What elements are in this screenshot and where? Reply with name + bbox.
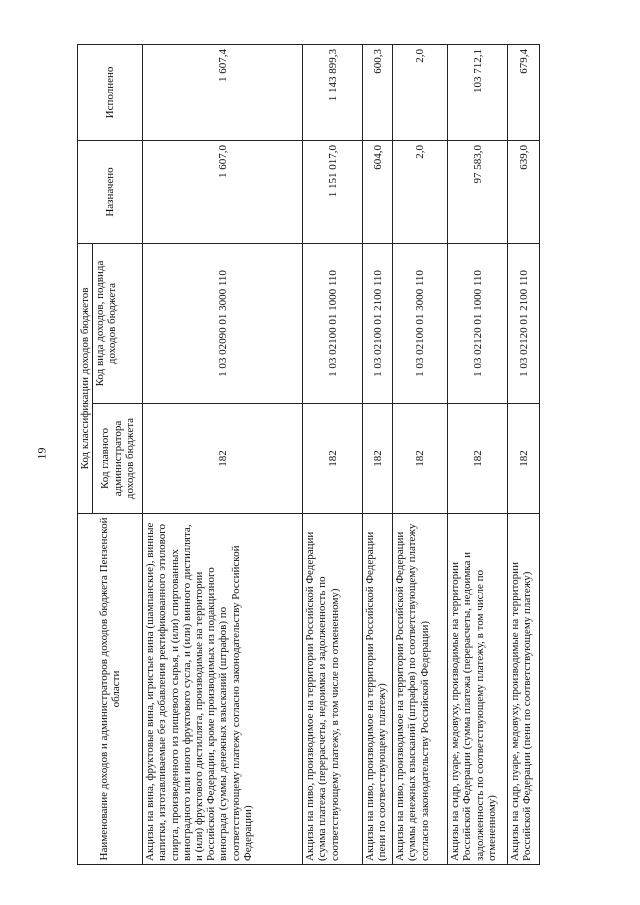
table-row bbox=[393, 45, 448, 865]
row-assigned: 2,0 bbox=[393, 141, 448, 244]
row-executed: 1 143 899,3 bbox=[303, 45, 363, 141]
header-admin-code: Код главного администратора доходов бюджета bbox=[93, 404, 143, 514]
row-admin-code: 182 bbox=[508, 404, 540, 514]
row-name: Акцизы на пиво, производимое на территории Российской Федерации (сумма платежа (перерасчеты, недоимка и задолженность по соответствующему платежу, в том числе по отмененному) bbox=[303, 514, 363, 865]
row-income-code: 1 03 02120 01 2100 110 bbox=[508, 244, 540, 404]
row-admin-code: 182 bbox=[143, 404, 303, 514]
page-number: 19 bbox=[34, 447, 49, 460]
row-income-code: 1 03 02090 01 3000 110 bbox=[143, 244, 303, 404]
table-row bbox=[363, 45, 393, 865]
table-row bbox=[143, 45, 303, 865]
header-income-code: Код вида доходов, подвида доходов бюджета bbox=[93, 244, 143, 404]
row-admin-code: 182 bbox=[363, 404, 393, 514]
row-income-code: 1 03 02100 01 2100 110 bbox=[363, 244, 393, 404]
table-row bbox=[448, 45, 508, 865]
row-income-code: 1 03 02120 01 1000 110 bbox=[448, 244, 508, 404]
row-executed: 103 712,1 bbox=[448, 45, 508, 141]
row-executed: 1 607,4 bbox=[143, 45, 303, 141]
table-row bbox=[303, 45, 363, 865]
row-name: Акцизы на сидр, пуаре, медовуху, производимые на территории Российской Федерации (сумма платежа (перерасчеты, недоимка и задолженность по соответствующему платежу, в том числе по отмененному) bbox=[448, 514, 508, 865]
row-name: Акцизы на пиво, производимое на территории Российской Федерации (пени по соответствующему платежу) bbox=[363, 514, 393, 865]
income-table bbox=[77, 44, 540, 865]
row-assigned: 97 583,0 bbox=[448, 141, 508, 244]
header-name: Наименование доходов и администраторов доходов бюджета Пензенской области bbox=[78, 514, 143, 865]
row-admin-code: 182 bbox=[393, 404, 448, 514]
header-classification-group: Код классификации доходов бюджетов bbox=[78, 244, 93, 514]
row-admin-code: 182 bbox=[448, 404, 508, 514]
row-income-code: 1 03 02100 01 1000 110 bbox=[303, 244, 363, 404]
header-executed: Исполнено bbox=[78, 45, 143, 141]
row-executed: 600,3 bbox=[363, 45, 393, 141]
row-assigned: 639,0 bbox=[508, 141, 540, 244]
table-row bbox=[508, 45, 540, 865]
row-assigned: 1 607,0 bbox=[143, 141, 303, 244]
row-name: Акцизы на пиво, производимое на территории Российской Федерации (суммы денежных взысканий (штрафов) по соответствующему платежу согласно законодательству Российской Федерации) bbox=[393, 514, 448, 865]
row-executed: 679,4 bbox=[508, 45, 540, 141]
row-name: Акцизы на вина, фруктовые вина, игристые вина (шампанские), винные напитки, изготавливаемые без добавления ректификованного этилового спирта, произведенного из пищевого сырья, и (или) спиртованных виноградного или иного фруктового сусла, и (или) винного дистиллята, и (или) фруктового дистиллята, производимые на территории Российской Федерации, кроме производимых из подакцизного винограда (суммы денежных взысканий (штрафов) по соответствующему платежу согласно законодательству Российской Федерации) bbox=[143, 514, 303, 865]
row-assigned: 1 151 017,0 bbox=[303, 141, 363, 244]
row-admin-code: 182 bbox=[303, 404, 363, 514]
row-executed: 2,0 bbox=[393, 45, 448, 141]
row-income-code: 1 03 02100 01 3000 110 bbox=[393, 244, 448, 404]
header-assigned: Назначено bbox=[78, 141, 143, 244]
rotated-page bbox=[77, 45, 637, 865]
row-name: Акцизы на сидр, пуаре, медовуху, производимые на территории Российской Федерации (пени по соответствующему платежу) bbox=[508, 514, 540, 865]
row-assigned: 604,0 bbox=[363, 141, 393, 244]
